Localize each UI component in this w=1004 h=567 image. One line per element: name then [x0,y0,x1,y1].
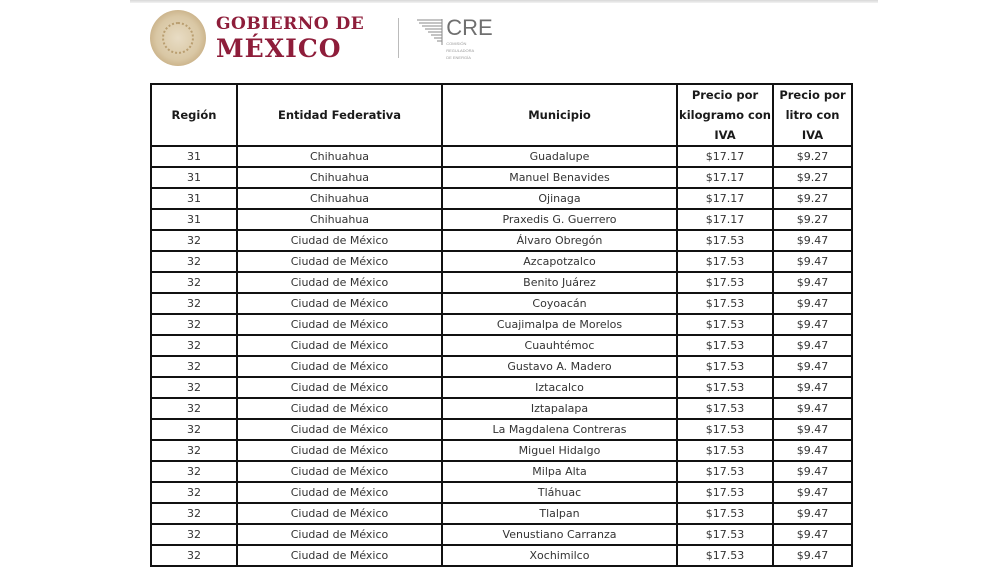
cell-precio-kg: $17.53 [677,356,773,377]
table-row [151,503,852,524]
cell-precio-litro: $9.47 [773,230,852,251]
table-row [151,272,852,293]
cell-precio-litro: $9.47 [773,356,852,377]
cell-precio-litro: $9.47 [773,251,852,272]
table-row [151,377,852,398]
cell-entidad: Ciudad de México [237,251,442,272]
cell-precio-litro: $9.47 [773,398,852,419]
cell-region: 32 [151,251,237,272]
cell-precio-kg: $17.53 [677,440,773,461]
page-top-edge [130,0,878,3]
table-row [151,146,852,167]
cell-precio-kg: $17.17 [677,209,773,230]
cell-region: 32 [151,293,237,314]
cell-entidad: Ciudad de México [237,461,442,482]
cell-municipio: Guadalupe [442,146,677,167]
cell-precio-litro: $9.27 [773,209,852,230]
cell-region: 31 [151,209,237,230]
cell-precio-litro: $9.47 [773,272,852,293]
cell-region: 32 [151,524,237,545]
cell-precio-litro: $9.47 [773,545,852,566]
cell-entidad: Ciudad de México [237,503,442,524]
table-row [151,335,852,356]
cell-region: 32 [151,482,237,503]
cell-precio-kg: $17.53 [677,545,773,566]
cell-precio-litro: $9.47 [773,524,852,545]
cell-entidad: Ciudad de México [237,335,442,356]
cre-subtitle-3: DE ENERGÍA [446,54,471,60]
cell-region: 31 [151,188,237,209]
cell-municipio: Praxedis G. Guerrero [442,209,677,230]
cell-municipio: Miguel Hidalgo [442,440,677,461]
table-row [151,209,852,230]
cell-region: 32 [151,503,237,524]
cell-precio-kg: $17.53 [677,461,773,482]
cell-precio-litro: $9.47 [773,440,852,461]
table-row [151,230,852,251]
table-row [151,440,852,461]
cell-precio-litro: $9.47 [773,377,852,398]
cell-precio-kg: $17.53 [677,293,773,314]
table-row [151,461,852,482]
cell-region: 32 [151,419,237,440]
cre-acronym: CRE [446,14,493,40]
cell-region: 32 [151,272,237,293]
cell-entidad: Ciudad de México [237,524,442,545]
cell-region: 32 [151,398,237,419]
cell-municipio: Álvaro Obregón [442,230,677,251]
cell-entidad: Ciudad de México [237,440,442,461]
cell-precio-kg: $17.53 [677,419,773,440]
cell-precio-kg: $17.53 [677,398,773,419]
cell-entidad: Ciudad de México [237,545,442,566]
cell-municipio: Azcapotzalco [442,251,677,272]
cell-entidad: Ciudad de México [237,272,442,293]
table-row [151,482,852,503]
cell-entidad: Ciudad de México [237,398,442,419]
logo-line-1: GOBIERNO DE [216,13,365,34]
cell-entidad: Chihuahua [237,167,442,188]
cell-entidad: Ciudad de México [237,356,442,377]
cell-precio-kg: $17.53 [677,335,773,356]
table-row [151,167,852,188]
document-header [150,8,493,68]
column-header-region: Región [151,84,237,146]
cell-municipio: Cuajimalpa de Morelos [442,314,677,335]
cell-municipio: Tlalpan [442,503,677,524]
cell-region: 32 [151,335,237,356]
cell-municipio: Xochimilco [442,545,677,566]
cell-municipio: Ojinaga [442,188,677,209]
cell-precio-litro: $9.27 [773,167,852,188]
cell-municipio: Tláhuac [442,482,677,503]
cell-region: 32 [151,230,237,251]
cell-entidad: Ciudad de México [237,293,442,314]
cell-entidad: Ciudad de México [237,377,442,398]
cell-municipio: Manuel Benavides [442,167,677,188]
cell-municipio: Venustiano Carranza [442,524,677,545]
table-row [151,524,852,545]
cell-entidad: Chihuahua [237,146,442,167]
cell-entidad: Ciudad de México [237,419,442,440]
table-row [151,251,852,272]
cell-precio-kg: $17.17 [677,146,773,167]
mexico-coat-of-arms-icon [150,10,206,66]
cell-municipio: La Magdalena Contreras [442,419,677,440]
cell-municipio: Coyoacán [442,293,677,314]
cell-precio-litro: $9.27 [773,188,852,209]
cell-precio-litro: $9.47 [773,293,852,314]
table-row [151,398,852,419]
cell-entidad: Chihuahua [237,209,442,230]
cell-municipio: Cuauhtémoc [442,335,677,356]
cell-precio-kg: $17.53 [677,314,773,335]
cell-region: 32 [151,314,237,335]
cell-region: 32 [151,545,237,566]
cell-region: 32 [151,356,237,377]
cell-precio-kg: $17.53 [677,251,773,272]
cell-region: 31 [151,146,237,167]
cell-precio-litro: $9.47 [773,314,852,335]
cell-region: 32 [151,377,237,398]
cell-region: 32 [151,461,237,482]
column-header-precio-litro: Precio por litro con IVA [773,84,852,146]
cell-precio-litro: $9.27 [773,146,852,167]
column-header-precio-kg: Precio por kilogramo con IVA [677,84,773,146]
table-row [151,188,852,209]
cell-precio-kg: $17.53 [677,482,773,503]
table-row [151,314,852,335]
cre-stripes-icon [417,19,443,45]
cell-region: 32 [151,440,237,461]
cell-entidad: Ciudad de México [237,314,442,335]
cell-municipio: Benito Juárez [442,272,677,293]
cell-municipio: Gustavo A. Madero [442,356,677,377]
table-header-row [151,84,852,146]
cell-precio-kg: $17.53 [677,377,773,398]
cre-subtitle-2: REGULADORA [446,47,475,53]
cell-entidad: Ciudad de México [237,482,442,503]
cell-precio-kg: $17.53 [677,272,773,293]
cell-precio-kg: $17.53 [677,524,773,545]
column-header-municipio: Municipio [442,84,677,146]
logo-line-2: MÉXICO [216,33,342,63]
cell-precio-litro: $9.47 [773,419,852,440]
cell-precio-kg: $17.17 [677,167,773,188]
cell-region: 31 [151,167,237,188]
table-row [151,545,852,566]
gobierno-de-mexico-logo [216,13,365,63]
lp-gas-price-table [150,83,853,567]
cell-precio-litro: $9.47 [773,482,852,503]
cell-municipio: Milpa Alta [442,461,677,482]
cre-logo [417,14,493,60]
table-body [151,146,852,566]
cell-municipio: Iztacalco [442,377,677,398]
table-row [151,356,852,377]
cell-entidad: Ciudad de México [237,230,442,251]
table-row [151,293,852,314]
cre-subtitle-1: COMISIÓN [446,40,467,46]
table-row [151,419,852,440]
cell-precio-litro: $9.47 [773,503,852,524]
cell-precio-kg: $17.53 [677,503,773,524]
cell-entidad: Chihuahua [237,188,442,209]
cell-municipio: Iztapalapa [442,398,677,419]
cell-precio-kg: $17.53 [677,230,773,251]
cell-precio-kg: $17.17 [677,188,773,209]
cell-precio-litro: $9.47 [773,335,852,356]
cell-precio-litro: $9.47 [773,461,852,482]
column-header-entidad: Entidad Federativa [237,84,442,146]
logo-divider [398,18,399,58]
